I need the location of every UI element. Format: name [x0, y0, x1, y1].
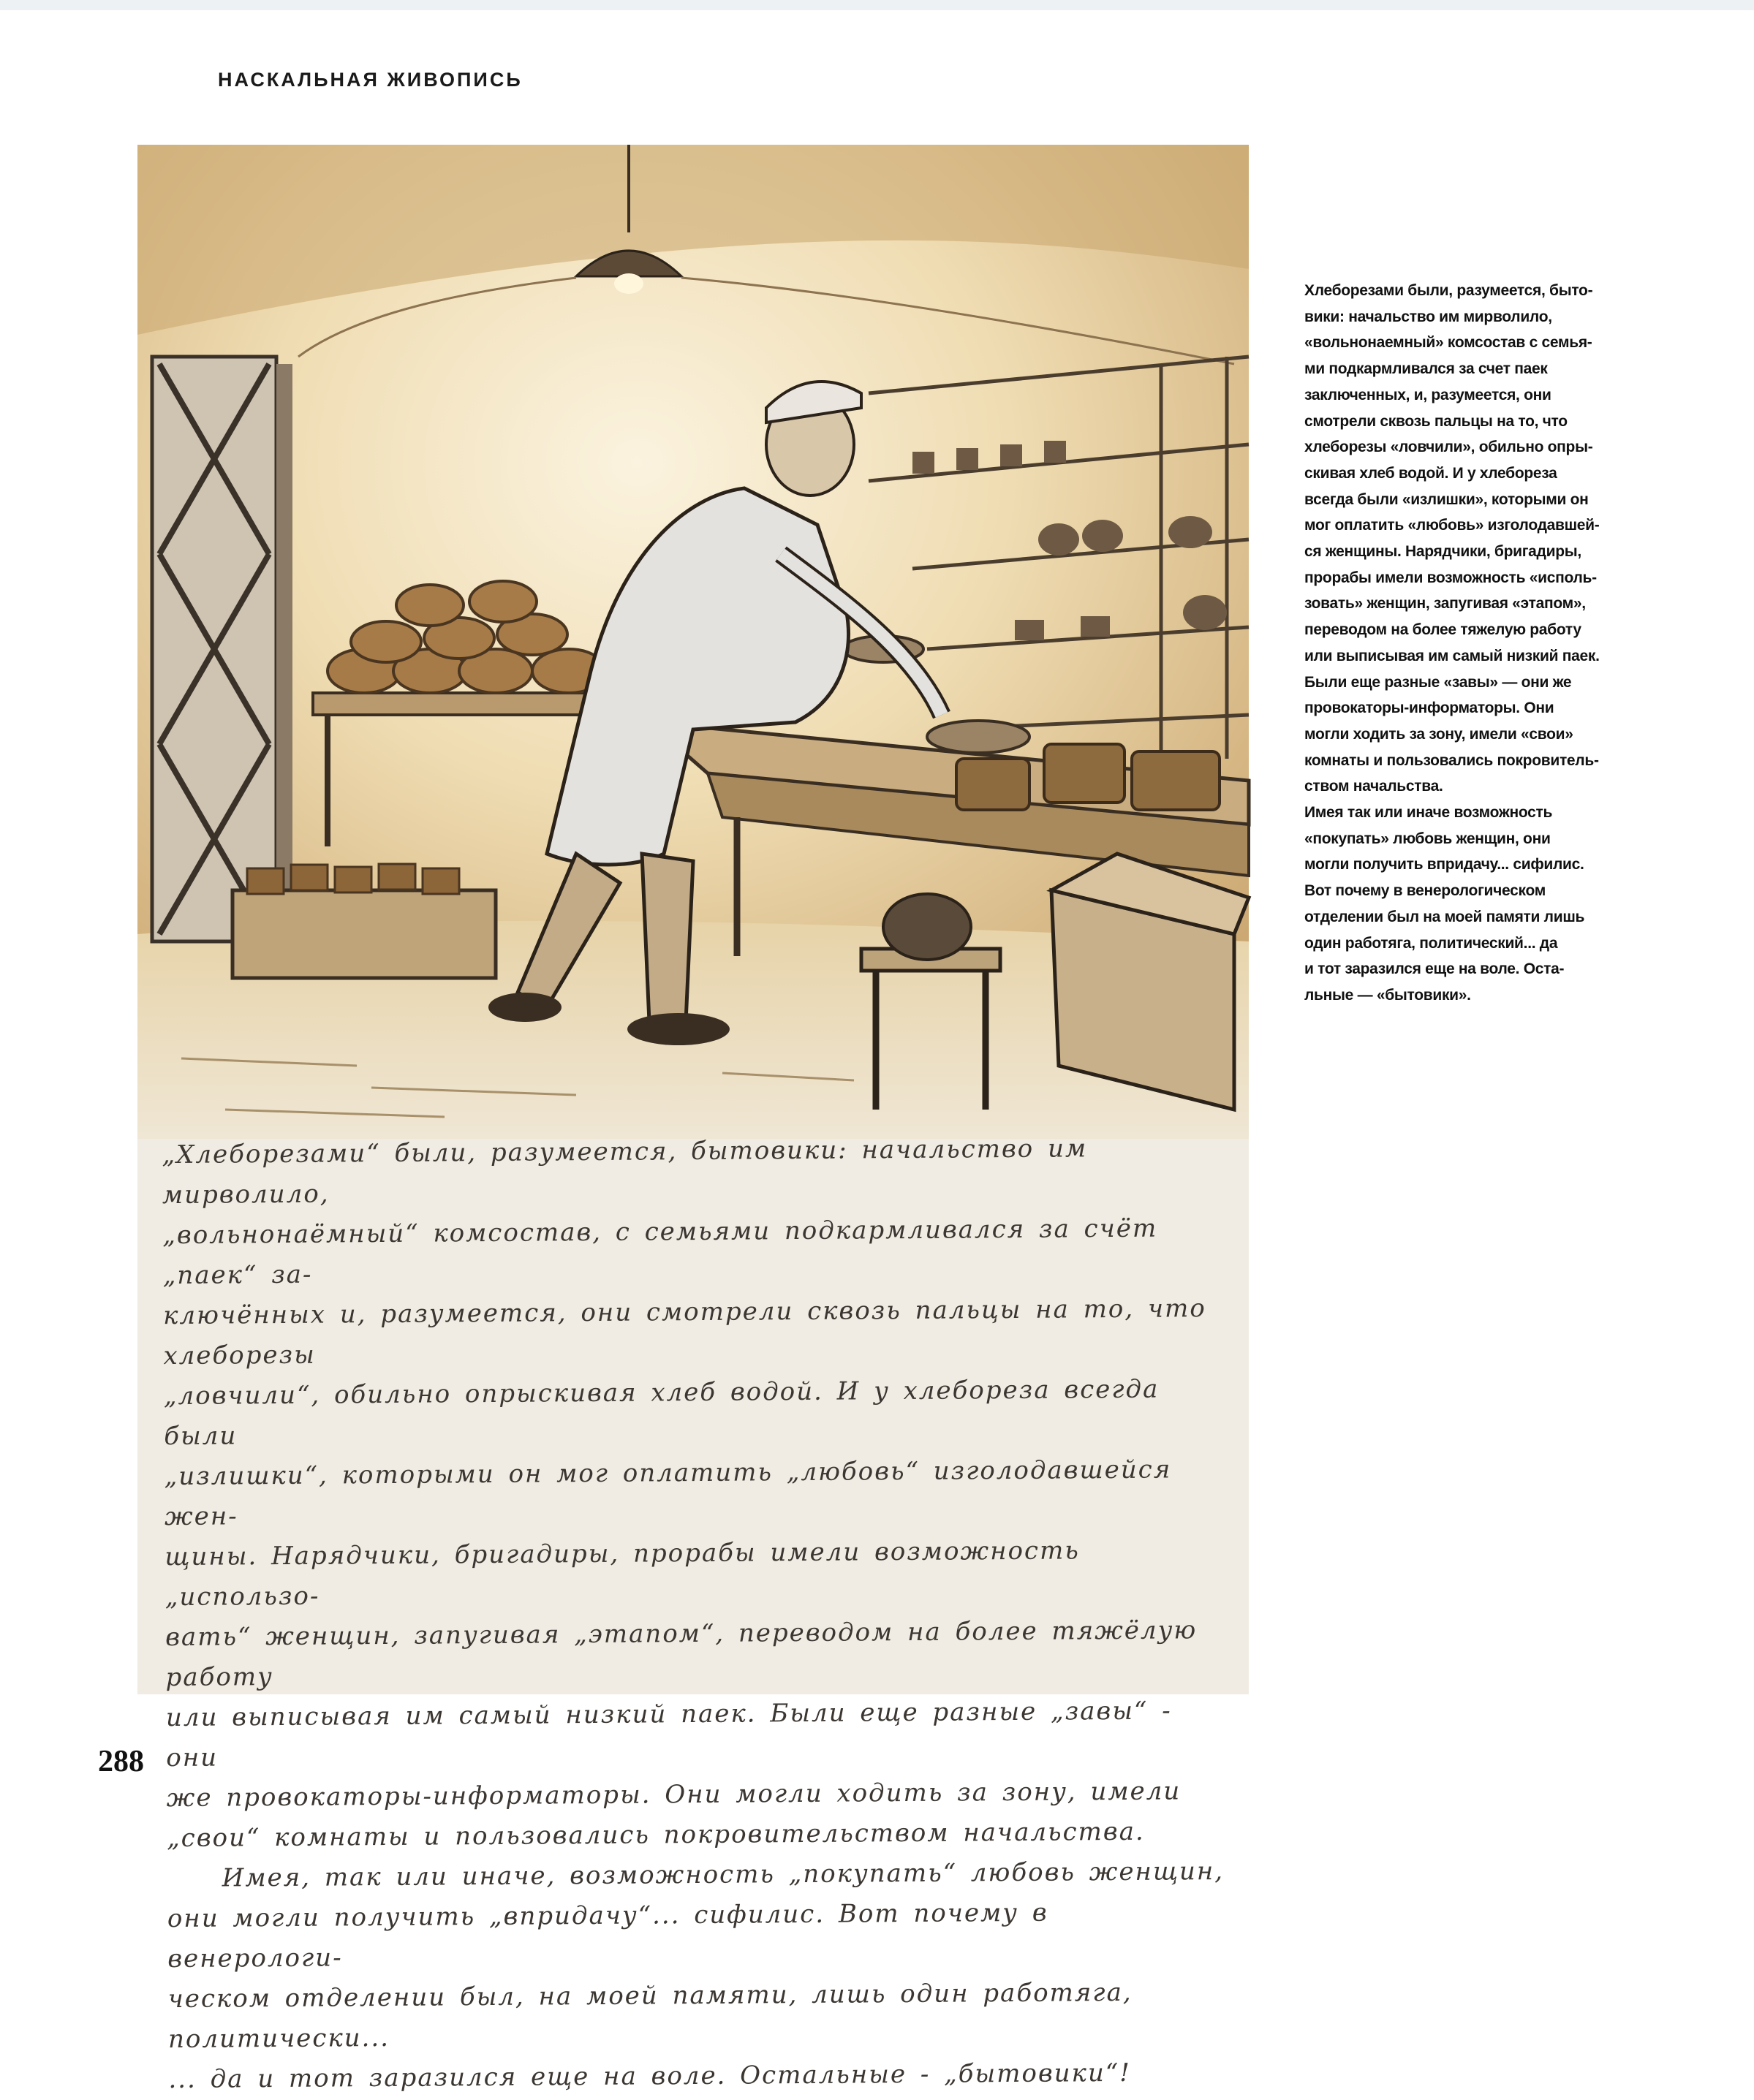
body-line: ся женщины. Нарядчики, бригадиры, — [1304, 543, 1581, 561]
body-line: Имея так или иначе возможность — [1304, 804, 1553, 822]
body-line: отделении был на моей памяти лишь — [1304, 908, 1585, 925]
body-line: хлеборезы «ловчили», обильно опры- — [1304, 439, 1593, 456]
body-line: могли ходить за зону, имели «свои» — [1304, 725, 1573, 743]
body-text — [1304, 278, 1670, 1009]
body-line: «вольнонаемный» комсостав с семья- — [1304, 334, 1592, 352]
body-line: вики: начальство им мирволило, — [1304, 308, 1552, 325]
body-line: или выписывая им самый низкий паек. — [1304, 647, 1600, 664]
body-line: мог оплатить «любовь» изголодавшей- — [1304, 517, 1600, 534]
body-line: скивая хлеб водой. И у хлебореза — [1304, 464, 1557, 482]
scan-top-edge — [0, 0, 1754, 10]
body-line: зовать» женщин, запугивая «этапом», — [1304, 595, 1586, 613]
body-line: и тот заразился еще на воле. Оста- — [1304, 960, 1565, 978]
body-line: переводом на более тяжелую работу — [1304, 621, 1581, 639]
body-line: «покупать» любовь женщин, они — [1304, 830, 1551, 847]
body-line: Вот почему в венерологическом — [1304, 882, 1546, 900]
body-line: провокаторы-информаторы. Они — [1304, 700, 1554, 717]
body-line: льные — «бытовики». — [1304, 986, 1471, 1004]
body-line: Хлеборезами были, разумеется, быто- — [1304, 282, 1593, 299]
body-line: ми подкармливался за счет паек — [1304, 360, 1548, 378]
body-line: смотрели сквозь пальцы на то, что — [1304, 412, 1568, 430]
illustration-plate — [137, 145, 1249, 2095]
body-line: один работяга, политический... да — [1304, 934, 1558, 952]
body-line: заключенных, и, разумеется, они — [1304, 386, 1551, 403]
body-line: могли получить впридачу... сифилис. — [1304, 856, 1584, 873]
handwritten-caption: „Хлеборезами“ были, разумеется, бытовики: начальство им мирволило, „вольнонаёмный“ комсостав, с семьями подкармливался за счёт „паек“ за- ключённых и, разумеется, они смотрели сквозь пальцы на то, что хлеборезы „ловчили“, обильно опрыскивая хлеб водой. И у хлебореза всегда были „излишки“, которыми он мог оплатить „любовь“ изголодавшейся жен- щины. Нарядчики, бригадиры, прорабы имели возможность „использо- вать“ женщин, запугивая „этапом“, переводом на более тяжёлую работу или выписывая им самый низкий паек. Были еще разные „завы“ - они же провокаторы-информаторы. Они могли ходить за зону, имели „свои“ комнаты и пользовались покровительством начальства. Имея, так или иначе, возможность „покупать“ любовь женщин, они могли получить „впридачу“... сифилис. Вот почему в венерологи- ческом отделении был, на моей памяти, лишь один работяга, политически... ... да и тот заразился еще на воле. Остальные - „бытовики“! — [162, 1134, 1225, 2095]
body-line: всегда были «излишки», которыми он — [1304, 490, 1589, 508]
page-number: 288 — [98, 1745, 144, 1778]
body-line: комнаты и пользовались покровитель- — [1304, 751, 1599, 769]
running-head: НАСКАЛЬНАЯ ЖИВОПИСЬ — [218, 69, 523, 91]
body-line: ством начальства. — [1304, 778, 1443, 795]
body-line: прорабы имели возможность «исполь- — [1304, 569, 1597, 586]
bread-cutter-drawing-icon — [137, 145, 1249, 1139]
body-line: Были еще разные «завы» — они же — [1304, 673, 1572, 691]
